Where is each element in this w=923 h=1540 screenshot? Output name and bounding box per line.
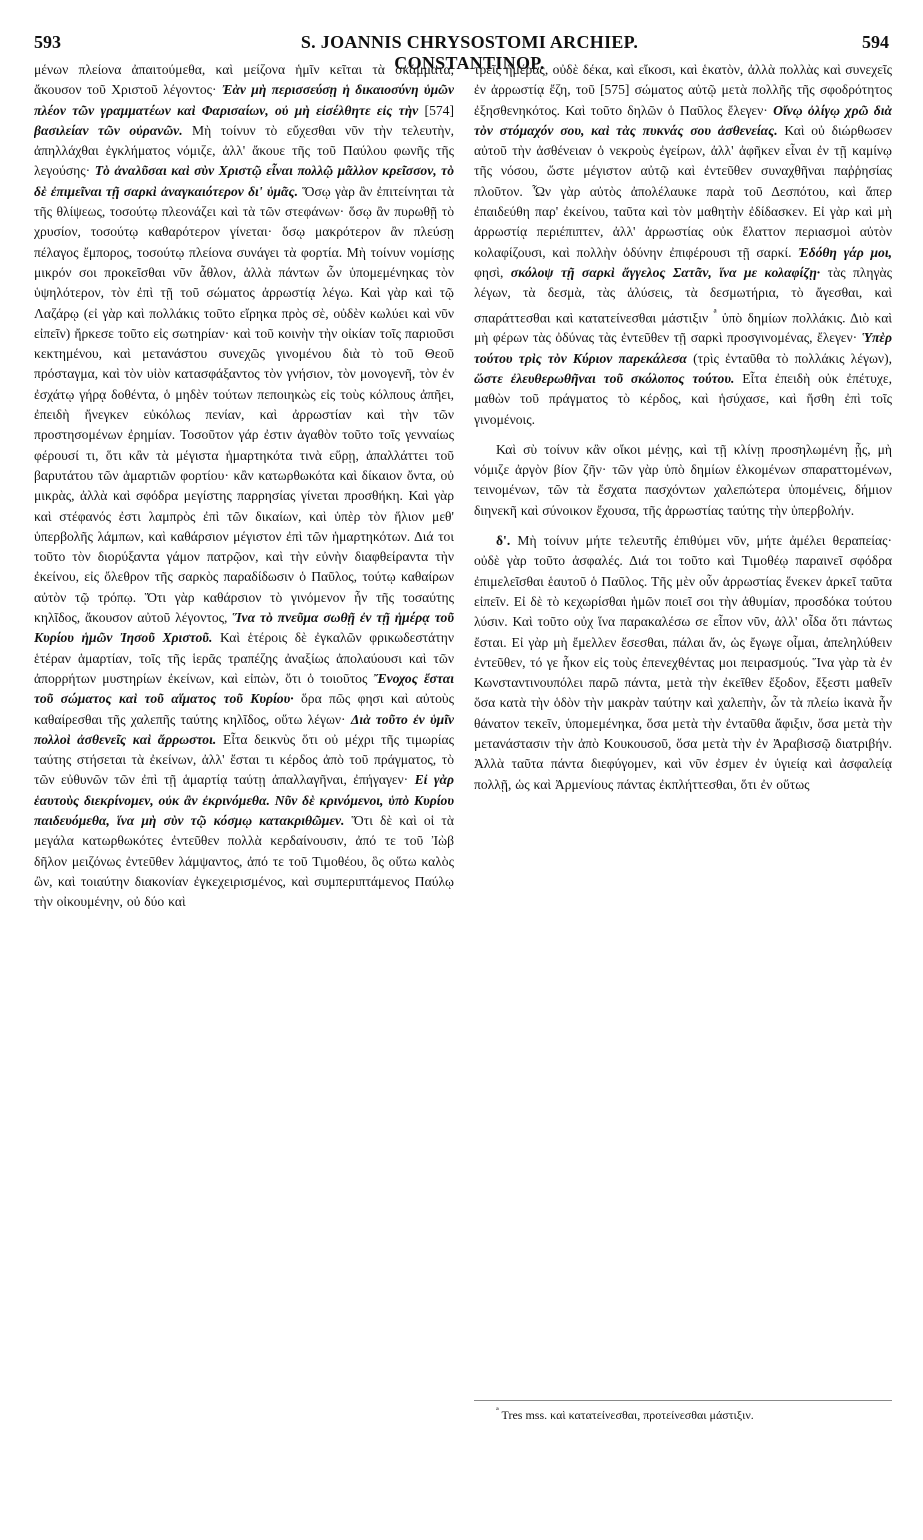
text-run: ὅρα πῶς φησι καὶ αὐτοὺς καθαίρεσθαι τῆς χαλεπῆς ταύτης κηλῖδος, οὕτω λέγων·	[34, 691, 454, 727]
scripture-quote: Τὸ ἀναλῦσαι καὶ σὺν Χριστῷ εἶναι πολλῷ μᾶλλον κρεῖσσον, τὸ δὲ ἐπιμεῖναι τῇ σαρκὶ ἀναγκαιότερον δι' ὑμᾶς.	[34, 163, 454, 199]
left-paragraph	[34, 60, 454, 912]
text-run: τρεῖς ἡμέρας, οὐδὲ δέκα, καὶ εἴκοσι, καὶ ἑκατὸν, ἀλλὰ πολλὰς καὶ συνεχεῖς ἐν ἀρρωστίᾳ ἔζη, τοῦ [575] σώματος αὐτῷ μετὰ πολλῆς τῆς σφοδρότητος ἐξησθενηκότος. Καὶ τοῦτο δηλῶν ὁ Παῦλος ἔλεγεν·	[474, 62, 892, 118]
scripture-quote: Διὰ τοῦτο ἐν ὑμῖν πολλοὶ ἀσθενεῖς καὶ ἄρρωστοι.	[34, 711, 454, 747]
text-run: τὰς πληγὰς λέγων, τὰ δεσμὰ, τὰς ἁλύσεις, τὰ δεσμωτήρια, τὸ ἄγεσθαι, καὶ σπαράττεσθαι καὶ κατατείνεσθαι μάστιξιν	[474, 264, 892, 326]
scripture-quote: Ὑπὲρ τούτου τρὶς τὸν Κύριον παρεκάλεσα	[474, 330, 892, 366]
right-paragraph-1	[474, 60, 892, 430]
text-run: Ὅσῳ γὰρ ἂν ἐπιτείνηται τὰ τῆς θλίψεως, τοσούτῳ πλεονάζει καὶ τὰ τῶν στεφάνων· ὅσῳ ἂν πυρωθῇ τὸ χρυσίον, τοσούτῳ καθαρότερον γίνεται· ὅσῳ μακρότερον ἂν πλεύσῃ πέλαγος ἔμπορος, τοσούτῳ πλείονα συνάγει τὰ φορτία. Μὴ τοίνυν νομίσῃς μικρόν σοι προκεῖσθαι νῦν ἆθλον, ἀλλὰ πάντων ὧν ὑπομεμένηκας τὸν ὑψηλότερον, τὸν ἐπὶ τῇ τοῦ σώματος ἀρρωστίᾳ λέγω. Καὶ γὰρ καὶ τῷ Λαζάρῳ (εἰ γὰρ καὶ πολλάκις τοῦτο εἴρηκα πρὸς σὲ, οὐδὲν κωλύει καὶ νῦν εἰπεῖν) ἤρκεσε τοῦτο εἰς σωτηρίαν· καὶ τοῦ κοινὴν τὴν οἰκίαν τοῖς παριοῦσι κεκτημένου, καὶ μετανάστου συνεχῶς γινομένου διὰ τὸ τοῦ Θεοῦ πρόσταγμα, καὶ τὸν υἱὸν κατασφάξαντος τὸν γνήσιον, τὸν μονογενῆ, τὸν ἐν ἐσχάτῳ γήρᾳ δοθέντα, ὁ μηδὲν τούτων πεποιηκὼς εἰς τοὺς κόλπους ἀπῆει, ἐπειδὴ ἤνεγκεν εὐκόλως πενίαν, καὶ ἀρρωστίαν καὶ τὴν τῶν προστησομένων ἐρημίαν. Τοσοῦτον γάρ ἐστιν ἀγαθὸν τοῦτο τοῖς γενναίως φέρουσί τι, ὅτι κἂν τὰ μέγιστα ἡμαρτηκότα τινὰ εὕρῃ, ἀπαλλάττει τοῦ βαρυτάτου τῶν ἁμαρτιῶν φορτίου· κἂν κατωρθωκότα καὶ δίκαιον ὄντα, οὐ μικρὰς, ἀλλὰ καὶ σφόδρα μεγίστης παρρησίας γίνεται προσθήκη. Καὶ γὰρ καὶ στέφανός ἐστι λαμπρὸς ἐπὶ τῶν δικαίων, καὶ ὑπὲρ τὸν ἥλιον μεθ' ὑπερβολῆς λάμπων, καὶ καθάρσιον μέγιστον ἐπὶ τῶν ἡμαρτηκότων. Διά τοι τοῦτο τὸν διορύξαντα γάμον πατρῷον, καὶ τὴν εὐνὴν διαφθείραντα τὴν ἐκείνου, εἰς ὄλεθρον τῆς σαρκὸς παραδίδωσιν ὁ Παῦλος, τούτῳ καθαίρων αὐτὸν τῷ τρόπῳ. Ὅτι γὰρ καθάρσιον τὸ γινόμενον ἦν τῆς τοσαύτης κηλῖδος, ἄκουσον αὐτοῦ λέγοντος,	[34, 183, 454, 626]
scripture-quote: Ἐὰν μὴ περισσεύσῃ ἡ δικαιοσύνη ὑμῶν πλέον τῶν γραμματέων καὶ Φαρισαίων, οὐ μὴ εἰσέλθητε εἰς τὴν	[34, 82, 454, 118]
scripture-quote: Ἐδόθη γάρ μοι,	[798, 244, 892, 260]
text-run: Καὶ οὐ διώρθωσεν αὐτοῦ τὴν ἀσθένειαν ὁ νεκροὺς ἐγείρων, ἀλλ' ἀφῆκεν εἶναι ἐν τῇ καμίνῳ τῆς νόσου, ὥστε μέγιστον αὐτῷ καὶ ἐντεῦθεν συναχθῆναι παῤῥησίας πλοῦτον. Ὧν γὰρ αὐτὸς ἀπολέλαυκε παρὰ τοῦ Δεσπότου, καὶ ἅπερ ἐπαιδεύθη παρ' ἐκείνου, ταῦτα καὶ τὸν μαθητὴν ἐδίδασκεν. Εἰ γὰρ καὶ μὴ ἀρρωστίᾳ περιέπιπτεν, ἀλλ' ἀρρωστίας οὐκ ἔλαττον περιασμοὶ αὐτὸν κολαφίζουσι, καὶ πολλὴν ὀδύνην ἐπιφέρουσι τῇ σαρκί.	[474, 122, 892, 260]
page-number-left: 593	[34, 32, 61, 52]
footnote	[496, 1404, 892, 1423]
text-run: ὑπὸ δημίων πολλάκις. Διὸ καὶ μὴ φέρων τὰς ὀδύνας τὰς ἐντεῦθεν τῇ σαρκὶ προσγινομένας, ἔλεγεν·	[474, 310, 892, 346]
running-title: S. JOANNIS CHRYSOSTOMI ARCHIEP. CONSTANTINOP.	[300, 32, 639, 73]
footnote-text: Tres mss. καὶ κατατείνεσθαι, προτείνεσθαι μάστιξιν.	[498, 1408, 754, 1422]
right-paragraph-3	[474, 531, 892, 795]
right-column	[474, 60, 892, 1390]
scripture-quote: βασιλείαν τῶν οὐρανῶν.	[34, 122, 183, 138]
footnote-divider	[474, 1400, 892, 1401]
text-run: Καὶ ἑτέροις δὲ ἐγκαλῶν φρικωδεστάτην ἑτέραν ἁμαρτίαν, τοῖς τῆς ἱερᾶς τραπέζης ἀναξίως ἀπολαύουσι καὶ τῶν ἀπορρήτων μυστηρίων ἐκείνων, καὶ εἰπὼν, ὅτι ὁ τοιοῦτος	[34, 630, 454, 686]
text-run: φησὶ,	[474, 264, 511, 280]
scripture-quote: Οἴνῳ ὀλίγῳ χρῶ διὰ τὸν στόμαχόν σου, καὶ τὰς πυκνάς σου ἀσθενείας.	[474, 102, 892, 138]
text-run: (τρὶς ἐνταῦθα τὸ πολλάκις λέγων),	[686, 350, 892, 366]
scripture-quote: Εἰ γὰρ ἑαυτοὺς διεκρίνομεν, οὐκ ἂν ἐκρινόμεθα. Νῦν δὲ κρινόμενοι, ὑπὸ Κυρίου παιδευόμεθα, ἵνα μὴ σὺν τῷ κόσμῳ κατακριθῶμεν.	[34, 772, 454, 828]
text-run: Ὅτι δὲ καὶ οἱ τὰ μεγάλα κατωρθωκότες ἐντεῦθεν πολλὰ κερδαίνουσιν, ἀπό τε τοῦ Ἰὼβ δῆλον μειζόνως ἐντεῦθεν λάμψαντος, ἀπό τε τοῦ Τιμοθέου, ὃς οὕτω καλὸς ὢν, καὶ τοιαύτην διακονίαν ἐγκεχειρισμένος, καὶ συμπεριπτάμενος Παύλῳ τὴν οἰκουμένην, οὐ δύο καὶ	[34, 812, 454, 910]
footnote-mark: ª	[496, 1406, 499, 1417]
scripture-quote: Ἔνοχος ἔσται τοῦ σώματος καὶ τοῦ αἵματος τοῦ Κυρίου·	[34, 670, 454, 707]
scripture-quote: ὥστε ἐλευθερωθῆναι τοῦ σκόλοπος τούτου.	[474, 370, 735, 386]
text-run: Μὴ τοίνυν μήτε τελευτῆς ἐπιθύμει νῦν, μήτε ἀμέλει θεραπείας· οὐδὲ γὰρ τοῦτο ἀσφαλές. Διά τοι τοῦτο καὶ Τιμοθέῳ παραινεῖ σφόδρα ἐπιμελεῖσθαι ἑαυτοῦ ὁ Παῦλος. Τῆς μὲν οὖν ἀρρωστίας ἕνεκεν ἀρκεῖ ταῦτα εἰπεῖν. Εἰ δὲ τὸ κεχωρίσθαι ἡμῶν ποιεῖ σοι τὴν ἀθυμίαν, προσδόκα τούτου λύσιν. Καὶ τοῦτο οὐχ ἵνα παρακαλέσω σε εἶπον νῦν, ἀλλ' οἶδα ὅτι πάντως ἔσται. Εἰ γὰρ μὴ ἔμελλεν ἔσεσθαι, πάλαι ἄν, ὡς ἔγωγε οἶμαι, ἀπεληλύθειν ἐντεῦθεν, τό γε ἧκον εἰς τοὺς ἐπενεχθέντας μοι πειρασμούς. Ἵνα γὰρ τὰ ἐν Κωνσταντινουπόλει παρῶ πάντα, μετὰ τὴν ἐκεῖθεν ἔξοδον, ἔξεστι μαθεῖν ὅσα κατὰ τὴν ὁδὸν τὴν μακρὰν ταύτην καὶ χαλεπὴν, ὧν τὰ πλείω ἱκανὰ ἦν θάνατον τεκεῖν, ὑπομεμένηκα, ὅσα μετὰ τὴν ἐνταῦθα ἄφιξιν, ὅσα μετὰ τὴν μετανάστασιν τὴν ἀπὸ Κουκουσοῦ, ὅσα μετὰ τὴν ἐν Ἀραβισσῷ διατριβήν. Ἀλλὰ ταῦτα πάντα διεφύγομεν, καὶ νῦν ἐσμεν ἐν ὑγιείᾳ καὶ ἀσφαλείᾳ πολλῇ, ὡς καὶ Ἀρμενίους πάντας ἐκπλήττεσθαι, ὅτι ἐν οὕτως	[474, 533, 892, 792]
text-run: Εἶτα ἐπειδὴ οὐκ ἐπέτυχε, μαθὼν τοῦ πράγματος τὸ κέρδος, καὶ ἡσύχασε, καὶ ἥσθη ἐπὶ τοῖς γινομένοις.	[474, 370, 892, 427]
text-run: Εἶτα δεικνὺς ὅτι οὐ μέχρι τῆς τιμωρίας ταύτης στήσεται τὰ ἐκείνων, ἀλλ' ἔσται τι κέρδος ἀπὸ τοῦ πράγματος, τὸ τῶν εὐθυνῶν τῶν ἐπὶ τῇ ἁμαρτίᾳ ταύτῃ ἀπαλλαγῆναι, ἐπήγαγεν·	[34, 731, 454, 788]
scripture-quote: σκόλοψ τῇ σαρκὶ ἄγγελος Σατᾶν, ἵνα με κολαφίζῃ·	[510, 264, 821, 280]
left-column	[34, 60, 454, 1470]
section-number: δ'.	[496, 533, 511, 549]
text-run: [574]	[418, 102, 454, 118]
page-number-right: 594	[862, 32, 889, 52]
page-header	[34, 32, 889, 73]
scripture-quote: Ἵνα τὸ πνεῦμα σωθῇ ἐν τῇ ἡμέρᾳ τοῦ Κυρίου ἡμῶν Ἰησοῦ Χριστοῦ.	[34, 610, 454, 646]
text-run: μένων πλείονα ἀπαιτούμεθα, καὶ μείζονα ἡμῖν κεῖται τὰ σκάμματα, ἄκουσον τοῦ Χριστοῦ λέγοντος·	[34, 62, 454, 98]
text-run: Μὴ τοίνυν τὸ εὔχεσθαι νῦν τὴν τελευτὴν, ἀπηλλάχθαι ἐγκλήματος νόμιζε, ἀλλ' ἄκουε τῆς τοῦ Παύλου φωνῆς τῆς λεγούσης·	[34, 122, 454, 179]
right-paragraph-2: Καὶ σὺ τοίνυν κἂν οἴκοι μένῃς, καὶ τῇ κλίνῃ προσηλωμένη ᾖς, μὴ νόμιζε ἀργὸν βίον ζῆν· τῶν γὰρ ὑπὸ δημίων ἑλκομένων σπαραττομένων, τεινομένων, τῶν τὰ ἔσχατα πασχόντων χαλεπώτερα ὑπομένεις, δήμιον διηνεκῆ καὶ σύνοικον ἔχουσα, τῆς ἀρρωστίας ταύτης τὴν ὑπερβολήν.	[474, 441, 892, 518]
footnote-marker: ª	[713, 307, 717, 320]
